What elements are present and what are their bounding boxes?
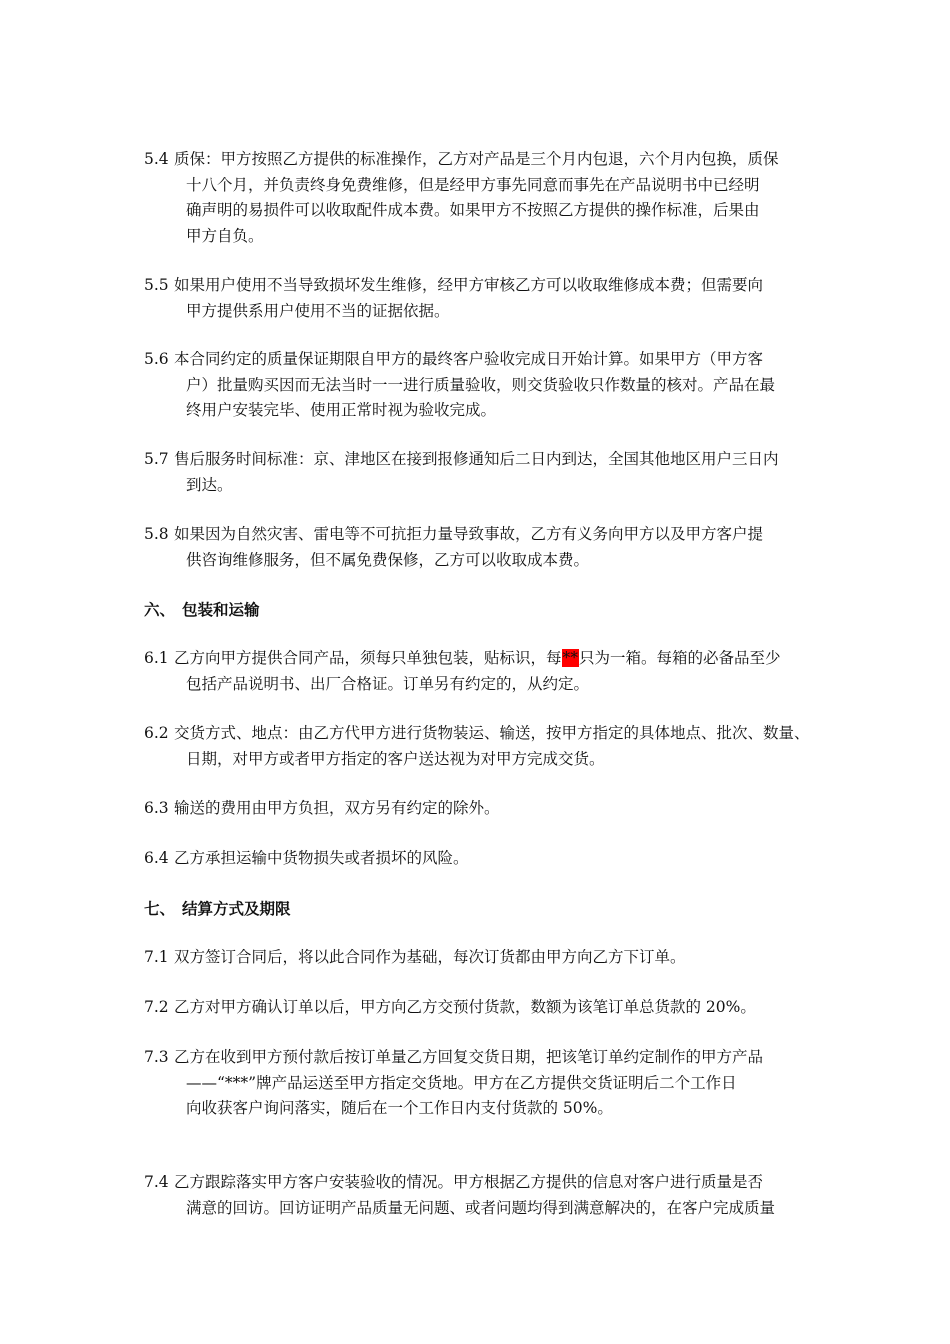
text-segment: 只为一箱。每箱的必备品至少 [579, 649, 781, 667]
clause-number: 6.4 [144, 849, 169, 867]
text-line: 交货方式、地点：由乙方代甲方进行货物装运、输送，按甲方指定的具体地点、批次、数量、 [174, 724, 810, 742]
clause-text [174, 147, 814, 249]
clause-text [174, 1045, 814, 1122]
clause-6-3 [144, 796, 814, 822]
text-line: 乙方跟踪落实甲方客户安装验收的情况。甲方根据乙方提供的信息对客户进行质量是否 [174, 1173, 764, 1191]
clause-5-5 [144, 273, 814, 324]
clause-text [174, 447, 814, 498]
text-line: 向收获客户询问落实，随后在一个工作日内支付货款的 50%。 [186, 1099, 613, 1117]
clause-number: 5.5 [144, 276, 169, 294]
text-segment: 乙方向甲方提供合同产品，须每只单独包装，贴标识，每 [174, 649, 562, 667]
clause-number: 5.6 [144, 350, 169, 368]
text-line: 乙方承担运输中货物损失或者损坏的风险。 [174, 849, 469, 867]
text-line: 如果因为自然灾害、雷电等不可抗拒力量导致事故，乙方有义务向甲方以及甲方客户提 [174, 525, 764, 543]
clause-7-4 [144, 1170, 814, 1221]
text-line: 乙方在收到甲方预付款后按订单量乙方回复交货日期，把该笔订单约定制作的甲方产品 [174, 1048, 764, 1066]
text-line: 输送的费用由甲方负担，双方另有约定的除外。 [174, 799, 500, 817]
text-line: 售后服务时间标准：京、津地区在接到报修通知后二日内到达，全国其他地区用户三日内 [174, 450, 779, 468]
clause-text [174, 945, 814, 971]
text-line: 日期，对甲方或者甲方指定的客户送达视为对甲方完成交货。 [186, 749, 605, 768]
text-line: 如果用户使用不当导致损坏发生维修，经甲方审核乙方可以收取维修成本费；但需要向 [174, 276, 764, 294]
clause-6-2 [144, 721, 814, 772]
clause-text [174, 721, 814, 772]
clause-number: 6.2 [144, 724, 169, 742]
clause-number: 7.1 [144, 948, 169, 966]
clause-text [174, 273, 814, 324]
text-line: 供咨询维修服务，但不属免费保修，乙方可以收取成本费。 [186, 550, 590, 569]
clause-5-6 [144, 347, 814, 424]
text-line: ——“***”牌产品运送至甲方指定交货地。甲方在乙方提供交货证明后二个工作日 [186, 1073, 737, 1092]
section-heading-settlement [144, 896, 291, 921]
text-line: 包括产品说明书、出厂合格证。订单另有约定的，从约定。 [186, 674, 590, 693]
heading-number: 七、 [144, 899, 176, 918]
clause-text [174, 646, 814, 697]
text-line: 十八个月，并负责终身免费维修，但是经甲方事先同意而事先在产品说明书中已经明 [186, 175, 760, 194]
text-line: 确声明的易损件可以收取配件成本费。如果甲方不按照乙方提供的操作标准，后果由 [186, 201, 760, 219]
heading-text: 包装和运输 [182, 600, 260, 619]
text-line: 甲方提供系用户使用不当的证据依据。 [186, 301, 450, 320]
text-line: 本合同约定的质量保证期限自甲方的最终客户验收完成日开始计算。如果甲方（甲方客 [174, 350, 764, 368]
heading-text: 结算方式及期限 [182, 899, 291, 918]
clause-5-8 [144, 522, 814, 573]
clause-7-1 [144, 945, 814, 971]
clause-text [174, 522, 814, 573]
clause-number: 7.3 [144, 1048, 169, 1066]
section-heading-packaging [144, 597, 260, 622]
text-line: 户）批量购买因而无法当时一一进行质量验收，则交货验收只作数量的核对。产品在最 [186, 375, 776, 394]
text-line: 质保：甲方按照乙方提供的标准操作，乙方对产品是三个月内包退，六个月内包换，质保 [174, 150, 779, 168]
text-line: 终用户安装完毕、使用正常时视为验收完成。 [186, 401, 497, 419]
clause-text [174, 796, 814, 822]
clause-number: 7.2 [144, 998, 169, 1016]
clause-number: 7.4 [144, 1173, 169, 1191]
clause-number: 6.1 [144, 649, 169, 667]
heading-number: 六、 [144, 600, 176, 619]
clause-5-7 [144, 447, 814, 498]
clause-7-2 [144, 995, 814, 1021]
clause-6-1 [144, 646, 814, 697]
clause-6-4 [144, 846, 814, 872]
text-line: 双方签订合同后，将以此合同作为基础，每次订货都由甲方向乙方下订单。 [174, 948, 686, 966]
clause-number: 5.4 [144, 150, 169, 168]
clause-text [174, 1170, 814, 1221]
clause-text [174, 846, 814, 872]
clause-number: 5.7 [144, 450, 169, 468]
text-line [174, 646, 814, 672]
clause-text [174, 347, 814, 424]
text-line: 满意的回访。回访证明产品质量无问题、或者问题均得到满意解决的，在客户完成质量 [186, 1198, 776, 1217]
redacted-highlight: ** [562, 649, 579, 667]
clause-7-3 [144, 1045, 814, 1122]
clause-number: 6.3 [144, 799, 169, 817]
clause-5-4 [144, 147, 814, 249]
clause-number: 5.8 [144, 525, 169, 543]
text-line: 到达。 [186, 475, 233, 494]
clause-text [174, 995, 814, 1021]
text-line: 甲方自负。 [186, 226, 264, 245]
text-line: 乙方对甲方确认订单以后，甲方向乙方交预付货款，数额为该笔订单总货款的 20%。 [174, 998, 756, 1016]
